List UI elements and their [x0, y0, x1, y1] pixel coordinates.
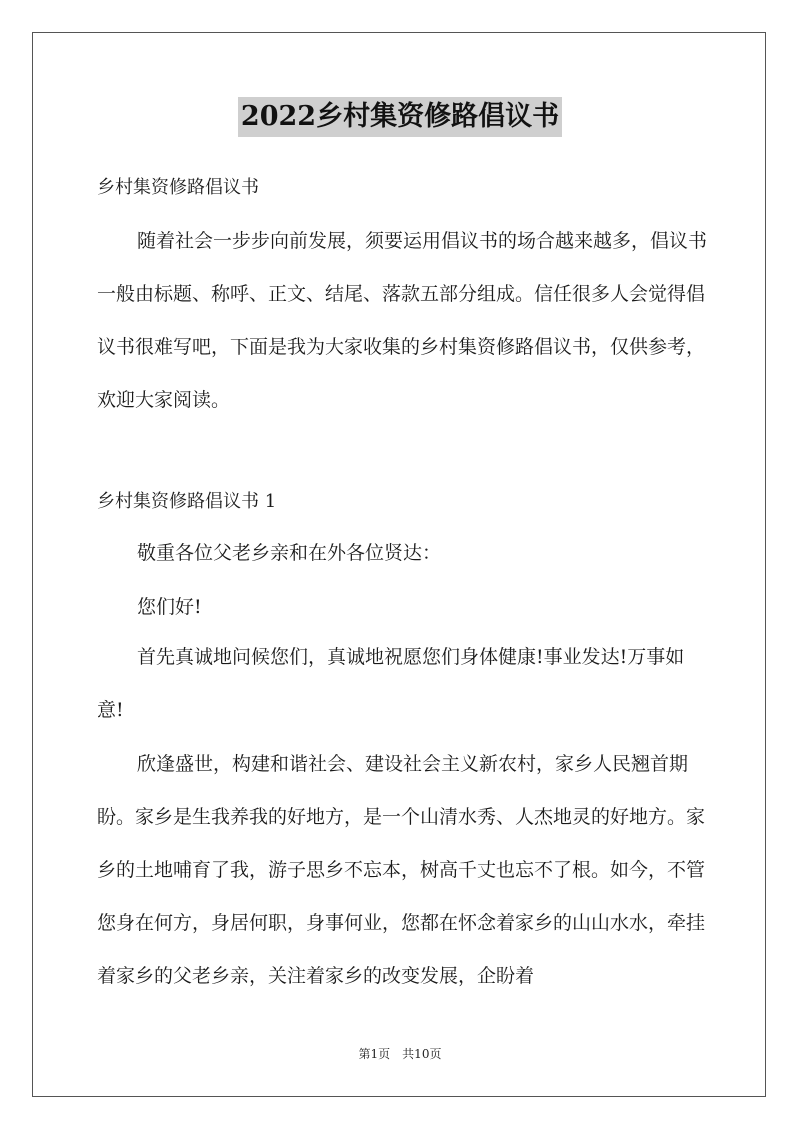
page-number: 第1页 共10页: [358, 1047, 442, 1061]
salutation: 敬重各位父老乡亲和在外各位贤达：: [137, 542, 442, 564]
section-heading: 乡村集资修路倡议书 1: [97, 491, 277, 512]
title-container: [0, 97, 800, 137]
paragraph-hometown: 欣逢盛世，构建和谐社会、建设社会主义新农村，家乡人民翘首期盼。家乡是生我养我的好地方，是一个山清水秀、人杰地灵的好地方。家乡的土地哺育了我，游子思乡不忘本，树高千丈也忘不了根。如今，不管您身在何方，身居何职，身事何业，您都在怀念着家乡的山山水水，牵挂着家乡的父老乡亲，关注着家乡的改变发展，企盼着: [97, 753, 706, 987]
greeting: 您们好!: [137, 596, 202, 618]
document-subtitle: 乡村集资修路倡议书: [97, 177, 259, 198]
paragraph-wishes: 首先真诚地问候您们，真诚地祝愿您们身体健康!事业发达!万事如意!: [97, 646, 685, 721]
document-title: 2022乡村集资修路倡议书: [238, 97, 562, 137]
intro-paragraph: 随着社会一步步向前发展，须要运用倡议书的场合越来越多，倡议书一般由标题、称呼、正文、结尾、落款五部分组成。信任很多人会觉得倡议书很难写吧，下面是我为大家收集的乡村集资修路倡议书，仅供参考，欢迎大家阅读。: [97, 230, 708, 411]
